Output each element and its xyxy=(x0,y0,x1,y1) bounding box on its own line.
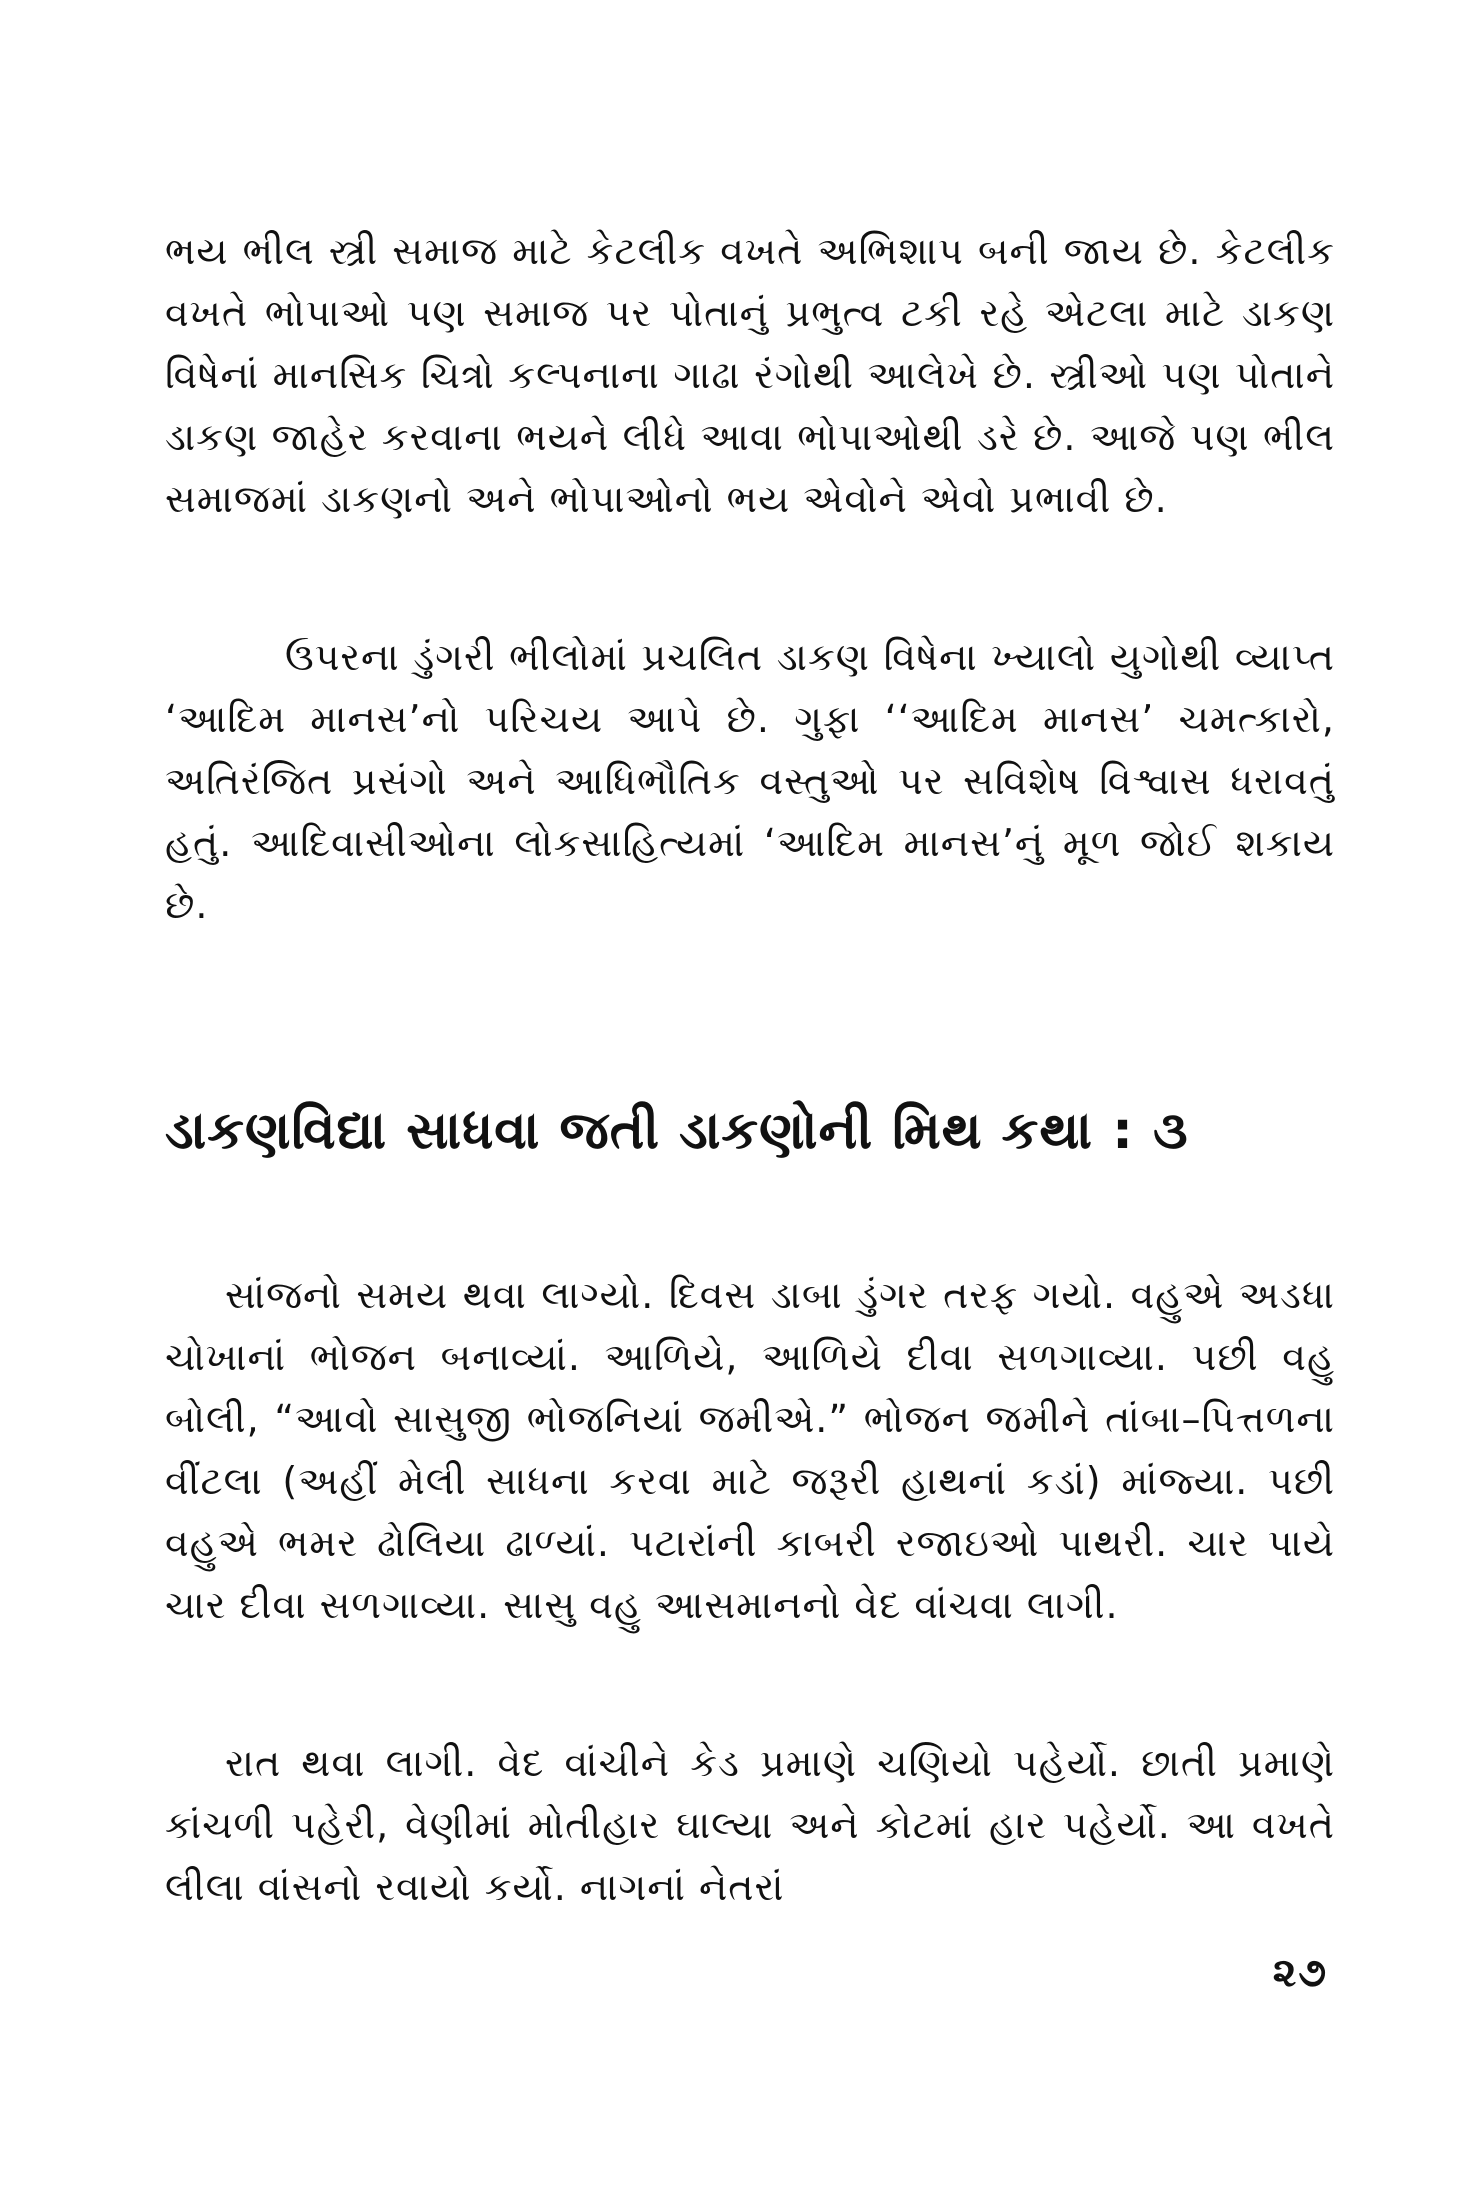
paragraph-1: ભય ભીલ સ્ત્રી સમાજ માટે કેટલીક વખતે અભિશાપ બની જાય છે. કેટલીક વખતે ભોપાઓ પણ સમાજ પર પોતાનું પ્રભુત્વ ટકી રહે એટલા માટે ડાકણ વિષેનાં માનસિક ચિત્રો કલ્પનાના ગાઢા રંગોથી આલેખે છે. સ્ત્રીઓ પણ પોતાને ડાકણ જાહેર કરવાના ભયને લીધે આવા ભોપાઓથી ડરે છે. આજે પણ ભીલ સમાજમાં ડાકણનો અને ભોપાઓનો ભય એવોને એવો પ્રભાવી છે. xyxy=(165,229,1335,521)
section-heading: ડાકણવિદ્યા સાધવા જતી ડાકણોની મિથ કથા : ૩ xyxy=(165,1101,1189,1161)
paragraph-2: ઉપરના ડુંગરી ભીલોમાં પ્રચલિત ડાકણ વિષેના ખ્યાલો યુગોથી વ્યાપ્ત ‘આદિમ માનસ’નો પરિચય આપે છે. ગુફા ‘‘આદિમ માનસ’ ચમત્કારો, અતિરંજિત પ્રસંગો અને આધિભૌતિક વસ્તુઓ પર સવિશેષ વિશ્વાસ ધરાવતું હતું. આદિવાસીઓના લોકસાહિત્યમાં ‘આદિમ માનસ’નું મૂળ જોઈ શકાય છે. xyxy=(165,635,1335,927)
page-body xyxy=(165,220,1335,1918)
section-paragraph-1: સાંજનો સમય થવા લાગ્યો. દિવસ ડાબા ડુંગર તરફ ગયો. વહુએ અડધા ચોખાનાં ભોજન બનાવ્યાં. આળિયે, આળિયે દીવા સળગાવ્યા. પછી વહુ બોલી, “આવો સાસુજી ભોજનિયાં જમીએ.” ભોજન જમીને તાંબા–પિત્તળના વીંટલા (અહીં મેલી સાધના કરવા માટે જરૂરી હાથનાં કડાં) માંજ્યા. પછી વહુએ ભમર ઢોલિયા ઢાળ્યાં. પટારાંની કાબરી રજાઇઓ પાથરી. ચાર પાયે ચાર દીવા સળગાવ્યા. સાસુ વહુ આસમાનનો વેદ વાંચવા લાગી. xyxy=(165,1273,1335,1627)
section-paragraph-2: રાત થવા લાગી. વેદ વાંચીને કેડ પ્રમાણે ચણિયો પહેર્યો. છાતી પ્રમાણે કાંચળી પહેરી, વેણીમાં મોતીહાર ઘાલ્યા અને કોટમાં હાર પહેર્યો. આ વખતે લીલા વાંસનો રવાયો કર્યો. નાગનાં નેતરાં xyxy=(165,1741,1335,1909)
page-number: ૨૭ xyxy=(1272,1950,1328,1996)
